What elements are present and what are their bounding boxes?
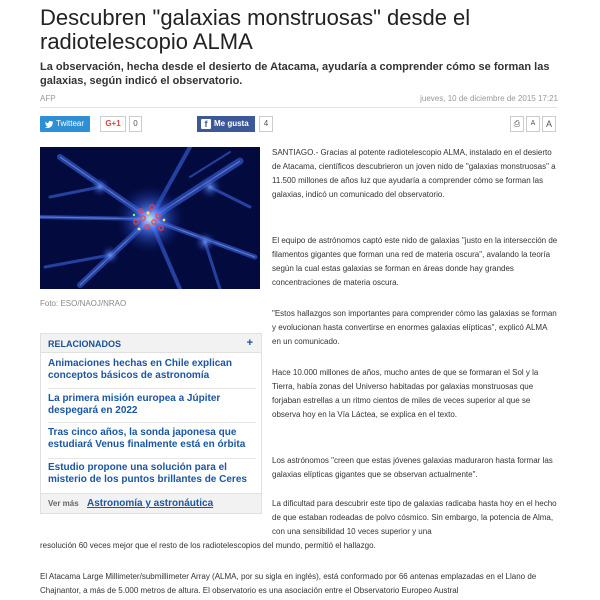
body-paragraph: Hace 10.000 millones de años, mucho antes de que se formaran el Sol y la Tierra, había zonas del Universo habitadas por galaxias monstruosas que forjaban estrellas a un ritmo cientos de miles de veces superior al que se observa hoy en la Vía Láctea, se explica en el texto. xyxy=(272,368,539,419)
facebook-icon: f xyxy=(201,119,211,129)
divider xyxy=(40,107,558,108)
divider xyxy=(48,422,256,423)
print-button[interactable]: ⎙ xyxy=(510,116,524,132)
facebook-like-button[interactable] xyxy=(197,116,255,132)
body-paragraph: La dificultad para descubrir este tipo de galaxias radicaba hasta hoy en el hecho de que estaban rodeadas de polvo cósmico. Sin embargo, la potencia de Alma, con una sensibilidad 10 veces superior y una xyxy=(272,499,557,536)
body-paragraph: resolución 60 veces mejor que el resto de los radiotelescopios del mundo, permitió el hallazgo. xyxy=(40,541,376,550)
article-headline: Descubren "galaxias monstruosas" desde el radiotelescopio ALMA xyxy=(40,5,471,54)
font-decrease-button[interactable]: A xyxy=(526,116,540,132)
related-header xyxy=(41,334,261,353)
twitter-label: Twittear xyxy=(56,119,85,128)
see-more-link[interactable]: Astronomía y astronáutica xyxy=(87,498,214,509)
photo-caption: Foto: ESO/NAOJ/NRAO xyxy=(40,299,127,308)
article-subheadline: La observación, hecha desde el desierto de Atacama, ayudaría a comprender cómo se forman las galaxias, según indicó el observatorio. xyxy=(40,61,550,87)
divider xyxy=(48,458,256,459)
body-paragraph: Los astrónomos "creen que estas jóvenes galaxias maduraron hasta formar las galaxias elípticas gigantes que se observan actualmente". xyxy=(272,456,553,479)
related-link[interactable]: La primera misión europea a Júpiter despegará en 2022 xyxy=(48,393,221,416)
share-bar xyxy=(40,116,558,134)
related-link[interactable]: Animaciones hechas en Chile explican conceptos básicos de astronomía xyxy=(48,358,232,381)
body-paragraph: El Atacama Large Millimeter/submillimeter Array (ALMA, por su sigla en inglés), está conformado por 66 antenas emplazadas en el Llano de Chajnantor, a más de 5.000 metros de altura. El observatorio es una asociación entre el Observatorio Europeo Austral xyxy=(40,572,537,595)
gplus-count: 0 xyxy=(129,116,142,132)
see-more-label: Ver más xyxy=(48,499,79,508)
article-photo[interactable] xyxy=(40,147,260,289)
twitter-icon xyxy=(45,120,53,128)
article-source: AFP xyxy=(40,94,56,103)
related-link[interactable]: Estudio propone una solución para el misterio de los puntos brillantes de Ceres xyxy=(48,462,247,485)
related-footer xyxy=(41,493,261,513)
twitter-button[interactable] xyxy=(40,116,90,132)
related-box xyxy=(40,333,262,514)
font-increase-button[interactable]: A xyxy=(542,116,556,132)
facebook-count: 4 xyxy=(259,116,273,132)
body-paragraph: "Estos hallazgos son importantes para comprender cómo las galaxias se forman y evolucionan hasta convertirse en enormes galaxias elípticas", explicó ALMA en un comunicado. xyxy=(272,309,557,346)
gplus-button[interactable]: G+1 xyxy=(100,116,126,132)
related-link[interactable]: Tras cinco años, la sonda japonesa que estudiará Venus finalmente está en órbita xyxy=(48,427,246,450)
divider xyxy=(48,388,256,389)
article-date: jueves, 10 de diciembre de 2015 17:21 xyxy=(420,94,558,103)
body-paragraph: SANTIAGO.- Gracias al potente radiotelescopio ALMA, instalado en el desierto de Atacama, científicos descubrieron un joven nido de "galaxias monstruosas" a 11.500 millones de años luz que ayudaría a comprender cómo se forman las galaxias, indicó un comunicado del observatorio. xyxy=(272,148,556,199)
expand-plus-icon[interactable]: + xyxy=(246,337,253,349)
galaxy-filaments-image xyxy=(40,147,260,289)
facebook-label: Me gusta xyxy=(214,119,249,128)
related-title: RELACIONADOS xyxy=(48,339,122,349)
body-paragraph: El equipo de astrónomos captó este nido de galaxias "justo en la intersección de filamentos gigantes que forman una red de materia oscura", avalando la teoría según la cual estas galaxias se forman en áreas donde hay grandes concentraciones de materia oscura. xyxy=(272,236,558,287)
